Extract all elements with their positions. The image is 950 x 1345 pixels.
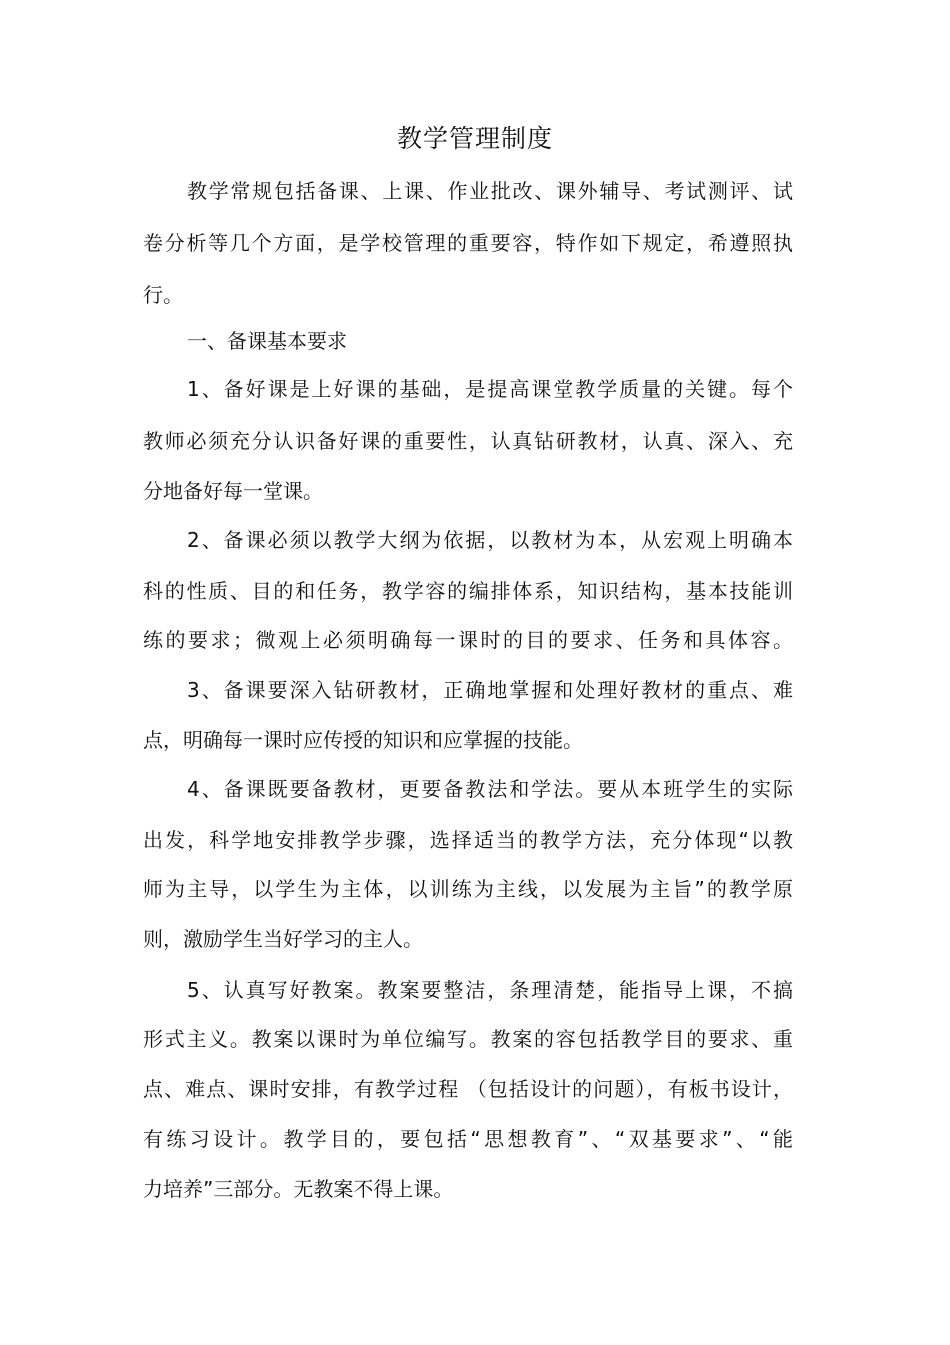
section-heading: 一、备课基本要求 [187,329,347,353]
paragraph-line: 则，激励学生当好学习的主人。 [143,927,423,951]
paragraph-line: 点，明确每一课时应传授的知识和应掌握的技能。 [143,728,583,752]
paragraph-line: 有练习设计。教学目的，要包括“思想教育”、“双基要求”、“能 [143,1127,793,1151]
paragraph-line: 形式主义。教案以课时为单位编写。教案的容包括教学目的要求、重 [143,1027,793,1051]
paragraph-line: 练的要求；微观上必须明确每一课时的目的要求、任务和具体容。 [143,628,793,652]
paragraph-line: 力培养”三部分。无教案不得上课。 [143,1177,454,1201]
paragraph-line: 师为主导，以学生为主体，以训练为主线，以发展为主旨”的教学原 [143,877,793,901]
paragraph-line: 出发，科学地安排教学步骤，选择适当的教学方法，充分体现“以教 [143,828,793,852]
paragraph-line: 教学常规包括备课、上课、作业批改、课外辅导、考试测评、试 [187,179,793,203]
paragraph-line: 4、备课既要备教材，更要备教法和学法。要从本班学生的实际 [187,777,793,801]
paragraph-line: 分地备好每一堂课。 [143,479,323,503]
paragraph-line: 3、备课要深入钻研教材，正确地掌握和处理好教材的重点、难 [187,678,793,702]
document-title: 教学管理制度 [396,124,553,153]
paragraph-line: 科的性质、目的和任务，教学容的编排体系，知识结构，基本技能训 [143,579,793,603]
paragraph-line: 教师必须充分认识备好课的重要性，认真钻研教材，认真、深入、充 [143,429,793,453]
paragraph-line: 2、备课必须以教学大纲为依据，以教材为本，从宏观上明确本 [187,528,793,552]
paragraph-line: 卷分析等几个方面，是学校管理的重要容，特作如下规定，希遵照执 [143,231,793,255]
paragraph-line: 5、认真写好教案。教案要整洁，条理清楚，能指导上课，不搞 [187,978,793,1002]
paragraph-line: 行。 [143,283,183,307]
paragraph-line: 1、备好课是上好课的基础，是提高课堂教学质量的关键。每个 [187,377,793,401]
paragraph-line: 点、难点、课时安排，有教学过程 （包括设计的问题），有板书设计， [143,1077,793,1101]
